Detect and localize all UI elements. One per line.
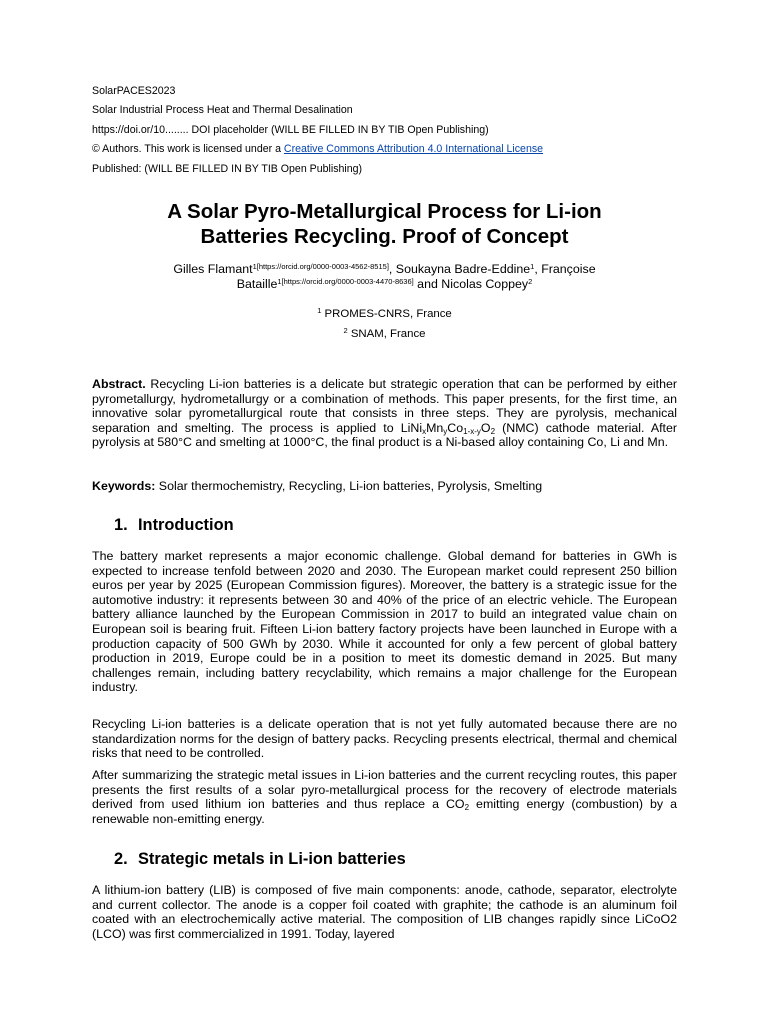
doi-placeholder: https://doi.or/10........ DOI placeholder (WILL BE FILLED IN BY TIB Open Publishing) xyxy=(92,124,489,136)
abstract-text-1: Recycling Li-ion batteries is a delicate but strategic operation that can be performed by either pyrometallurgy, hydrometallurgy or a combination of methods. This paper presents, for the first time, an innovative solar pyrometallurgical route that consists in three steps. They are pyrolysis, mechanical separation and smelting. The process is applied to LiNi xyxy=(92,377,677,435)
author-badre-eddine-mark: 1 xyxy=(530,262,535,271)
license-link[interactable]: Creative Commons Attribution 4.0 International License xyxy=(283,143,544,155)
intro-paragraph-1: The battery market represents a major economic challenge. Global demand for batteries in GWh is expected to increase tenfold between 2020 and 2030. The European market could represent 250 billion euros per year by 2025 (European Commission figures). Moreover, the battery is a strategic issue for the automotive industry: it represents between 30 and 40% of the price of an electric vehicle. The European battery alliance launched by the European Commission in 2017 to build an integrated value chain on European soil is bearing fruit. Fifteen Li-ion battery factory projects have been launched in Europe with a production capacity of 500 GWh by 2030. While it accounted for only a few percent of global battery production in 2019, Europe could be in a position to meet its domestic demand in 2025. But many challenges remain, including battery recyclability, which remains a major challenge for the European industry. xyxy=(92,549,677,695)
authors-line-2 xyxy=(92,277,677,292)
author-flamant-orcid: 1[https://orcid.org/0000-0003-4562-8515] xyxy=(252,262,389,271)
title-line-1: A Solar Pyro-Metallurgical Process for Li-ion xyxy=(167,200,602,223)
author-bataille-orcid: 1[https://orcid.org/0000-0003-4470-8636] xyxy=(277,277,414,286)
author-bataille-last: Bataille xyxy=(236,277,278,291)
authors-line-1 xyxy=(92,262,677,277)
section-1-number: 1. xyxy=(114,516,128,534)
formula-o: O xyxy=(480,420,491,435)
abstract xyxy=(92,377,677,450)
keywords xyxy=(92,479,677,494)
author-list xyxy=(92,262,677,292)
section-2-title: Strategic metals in Li-ion batteries xyxy=(138,850,406,868)
section-1-heading xyxy=(114,515,234,535)
author-flamant: Gilles Flamant xyxy=(173,262,253,276)
affiliation-2 xyxy=(92,327,677,341)
keywords-text: Solar thermochemistry, Recycling, Li-ion batteries, Pyrolysis, Smelting xyxy=(155,479,543,493)
co2-subscript: 2 xyxy=(464,803,470,813)
track-name: Solar Industrial Process Heat and Thermal Desalination xyxy=(92,104,353,116)
affiliation-2-mark: 2 xyxy=(343,326,348,335)
formula-sub-x: x xyxy=(422,426,427,436)
section-1-title: Introduction xyxy=(138,516,234,534)
section-2-number: 2. xyxy=(114,850,128,868)
intro-paragraph-2: Recycling Li-ion batteries is a delicate operation that is not yet fully automated because there are no standardization norms for the design of battery packs. Recycling presents electrical, thermal and chemical risks that need to be controlled. xyxy=(92,717,677,761)
affiliation-2-text: SNAM, France xyxy=(347,328,426,340)
section-2-paragraph-1: A lithium-ion battery (LIB) is composed of five main components: anode, cathode, separator, electrolyte and current collector. The anode is a copper foil coated with graphite; the cathode is an aluminum foil coated with an electrochemically active material. The composition of LIB changes rapidly since LiCoO2 (LCO) was first commercialized in 1991. Today, layered xyxy=(92,883,677,941)
paper-title xyxy=(92,199,677,249)
formula-co: Co xyxy=(447,420,464,435)
published-line: Published: (WILL BE FILLED IN BY TIB Open Publishing) xyxy=(92,163,363,175)
intro-paragraph-3-text-b: emitting energy (combustion) by a renewable non-emitting energy. xyxy=(92,797,677,826)
license-prefix: © Authors. This work is licensed under a xyxy=(92,143,284,155)
affiliation-1-text: PROMES-CNRS, France xyxy=(321,308,452,320)
affiliation-1 xyxy=(92,307,677,321)
author-coppey-mark: 2 xyxy=(528,277,533,286)
title-line-2: Batteries Recycling. Proof of Concept xyxy=(200,225,569,248)
affiliation-1-mark: 1 xyxy=(317,306,322,315)
intro-paragraph-3-text-a: After summarizing the strategic metal issues in Li-ion batteries and the current recycling routes, this paper presents the first results of a solar pyro-metallurgical process for the recovery of electrode materials derived from used lithium ion batteries and thus replace a CO xyxy=(92,768,677,812)
abstract-label: Abstract. xyxy=(92,377,146,391)
abstract-text-2: (NMC) cathode material. After pyrolysis at 580°C and smelting at 1000°C, the final product is a Ni-based alloy containing Co, Li and Mn. xyxy=(92,420,677,450)
author-coppey: and Nicolas Coppey xyxy=(413,277,529,291)
intro-paragraph-3 xyxy=(92,768,677,826)
author-bataille-first: , Françoise xyxy=(534,262,596,276)
formula-sub-1xy: 1-x-y xyxy=(463,426,481,436)
conference-name: SolarPACES2023 xyxy=(92,85,176,97)
license-line xyxy=(92,143,543,156)
keywords-label: Keywords: xyxy=(92,479,156,493)
formula-mn: Mn xyxy=(426,420,444,435)
formula-sub-2: 2 xyxy=(490,426,496,436)
formula-sub-y: y xyxy=(443,426,448,436)
author-badre-eddine: , Soukayna Badre-Eddine xyxy=(388,262,531,276)
section-2-heading xyxy=(114,849,406,869)
